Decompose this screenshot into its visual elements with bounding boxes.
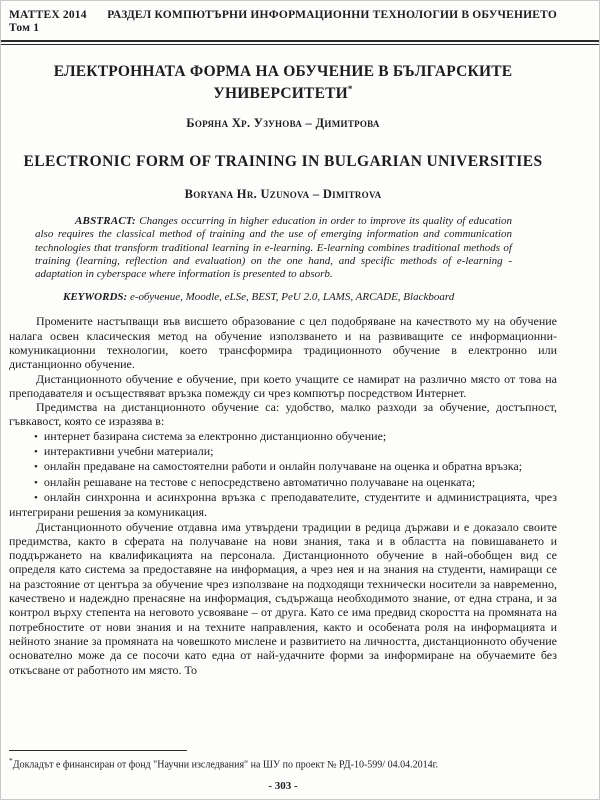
body-paragraph: Дистанционното обучение отдавна има утвърдени традиции в редица държави и е доказало своите предимства, както в сферата на получаване на нови знания, така и в областта на повишаването и поддържането на квалификацията на персонала. Дистанционното обучение в най-обобщен вид се определя като система за предоставяне на информация, а чрез нея и на знания на студенти, намиращи се на разстояние от центъра за обучение чрез използване на подходящи технически носители за навременно, качествено и надеждно пренасяне на информация, съдържаща необходимото знание, от една страна, и за контрол върху степента на неговото усвояване – от друга. Като се има предвид скоростта на промяната на потребностите от нови знания и на техните направления, както и особената роля на информацията и нейното знание за промяната на човешкото мислене и развитието на личността, дистанционното обучение основателно може да се посочи като една от най-удачните форми за информиране на обучаемите без откъсване от работното им място. То — [9, 519, 557, 677]
paper-title-bg — [9, 63, 557, 102]
list-item — [9, 490, 557, 520]
page-number: - 303 - — [268, 780, 298, 792]
abstract-label: ABSTRACT: — [75, 215, 136, 228]
bullet-icon: • — [34, 430, 38, 443]
paper-title-bg-text: ЕЛЕКТРОННАТА ФОРМА НА ОБУЧЕНИЕ В БЪЛГАРСКИТЕ УНИВЕРСИТЕТИ — [53, 63, 513, 102]
list-item-text: онлайн синхронна и асинхронна връзка с преподавателите, студентите и администрацията, чрез интегрирани решения за комуникация. — [9, 489, 557, 520]
header-rule — [1, 40, 599, 45]
author-name-bg: Боряна Хр. Узунова – Димитрова — [186, 116, 380, 131]
list-item-text: интерактивни учебни материали; — [43, 444, 214, 459]
bullet-icon: • — [34, 491, 38, 504]
author-name-en: Boryana Hr. Uzunova – Dimitrova — [184, 187, 382, 202]
paper-body — [9, 314, 557, 676]
abstract — [35, 215, 512, 281]
volume-label: Том 1 — [9, 22, 40, 34]
title-footnote-mark: * — [347, 83, 353, 94]
paper-title-en: ELECTRONIC FORM OF TRAINING IN BULGARIAN UNIVERSITIES — [23, 153, 543, 171]
section-title: РАЗДЕЛ КОМПЮТЪРНИ ИНФОРМАЦИОННИ ТЕХНОЛОГИИ В ОБУЧЕНИЕТО — [107, 9, 557, 21]
footnote-mark: * — [9, 755, 13, 765]
body-paragraph: Дистанционното обучение е обучение, при което учащите се намират на различно място от това на преподавателя и осъществяват връзка помежду си чрез компютър посредством Интернет. — [9, 371, 557, 400]
bullet-icon: • — [34, 476, 38, 489]
list-item — [9, 444, 557, 459]
bullet-icon: • — [34, 446, 38, 459]
conference-name: MATTEX 2014 — [9, 9, 87, 21]
body-paragraph: Предимства на дистанционното обучение са: удобство, малко разходи за обучение, достъпност, гъвкавост, която се изразява в: — [9, 400, 557, 429]
page-footer — [9, 750, 557, 795]
list-item-text: онлайн решаване на тестове с непосредствено автоматично получаване на оценката; — [43, 474, 476, 489]
footnote — [9, 755, 557, 771]
abstract-text: Changes occurring in higher education in order to improve its quality of education also requires the classical method of training and the use of emerging information and communication technologies that transform traditional learning in e-learning. E-learning combines traditional methods of training (learning, reflection and evaluation) on the one hand, and specific methods of e-learning - adaptation in cyberspace where information is presented to absorb. — [35, 215, 513, 280]
keywords-text: e-обучение, Moodle, eLSe, BEST, PeU 2.0, LAMS, ARCADE, Blackboard — [129, 291, 455, 304]
footnote-rule — [9, 750, 187, 751]
header-left — [9, 9, 87, 35]
body-paragraph: Промените настъпващи във висшето образование с цел подобряване на качеството му на обучение налага освен класическия метод на обучение използването и на развиващите се информационни-комуникационни технологии, което трансформира традиционното обучение в електронно или дистанционно обучение. — [9, 314, 557, 372]
list-item — [9, 429, 557, 444]
list-item — [9, 459, 557, 474]
page-header — [9, 9, 557, 35]
keywords — [35, 291, 539, 304]
list-item-text: интернет базирана система за електронно дистанционно обучение; — [43, 428, 387, 443]
bullet-icon: • — [34, 461, 38, 474]
footnote-text: Докладът е финансиран от фонд "Научни изследвания" на ШУ по проект № РД-10-599/ 04.04.2014г. — [12, 759, 439, 770]
list-item — [9, 475, 557, 490]
keywords-label: KEYWORDS: — [63, 291, 128, 304]
list-item-text: онлайн предаване на самостоятелни работи и онлайн получаване на оценка и обратна връзка; — [43, 459, 523, 474]
